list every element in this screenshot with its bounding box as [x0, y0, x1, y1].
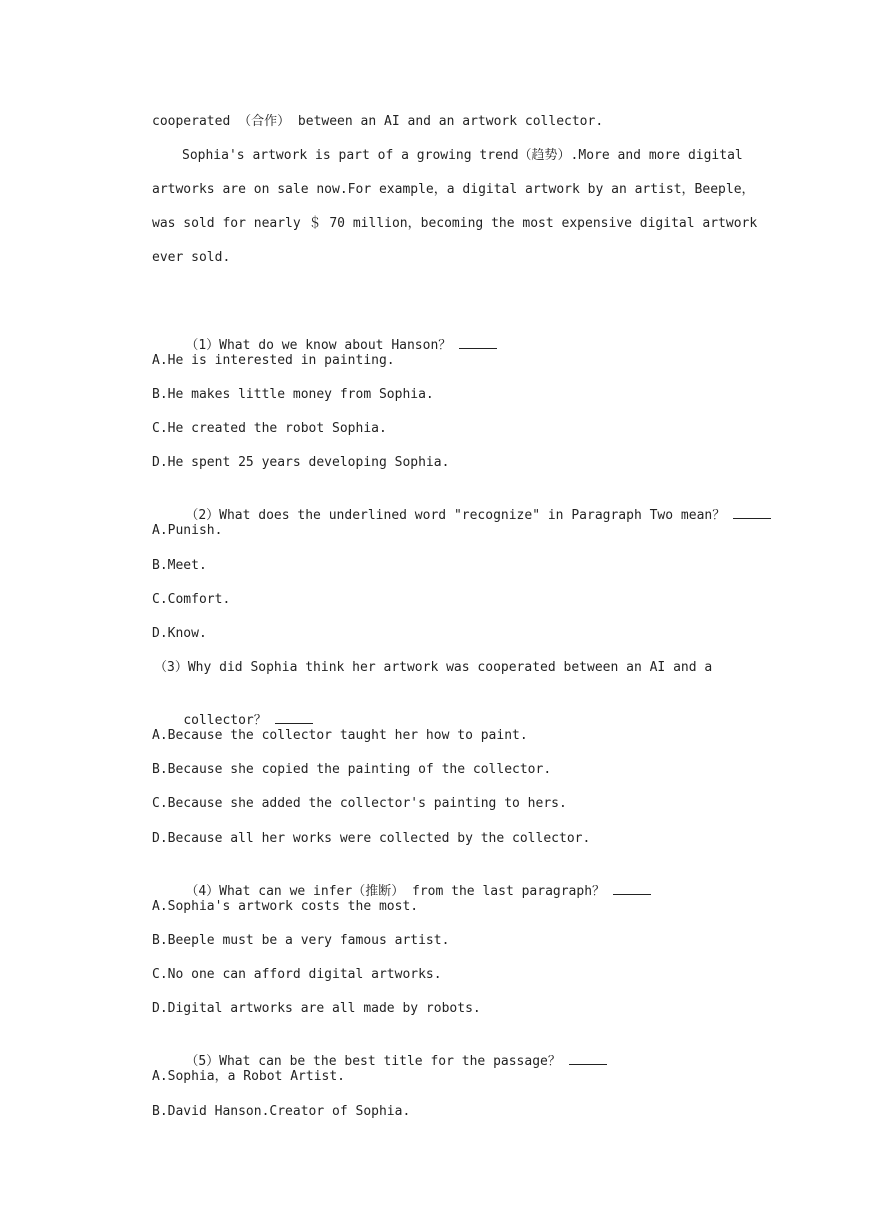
option: C.No one can afford digital artworks.	[152, 967, 442, 982]
option: D.Digital artworks are all made by robots.	[152, 1001, 481, 1016]
option: B.David Hanson.Creator of Sophia.	[152, 1104, 411, 1119]
answer-blank[interactable]	[569, 1052, 607, 1065]
question-text: （2）What does the underlined word "recognize" in Paragraph Two mean？	[185, 508, 726, 523]
question-text: （5）What can be the best title for the passage？	[185, 1054, 561, 1069]
option: A.Sophia，a Robot Artist.	[152, 1069, 346, 1084]
option: D.He spent 25 years developing Sophia.	[152, 455, 450, 470]
passage-line: ever sold.	[152, 250, 231, 265]
option: C.Because she added the collector's painting to hers.	[152, 796, 567, 811]
option: D.Know.	[152, 626, 207, 641]
option: D.Because all her works were collected by the collector.	[152, 831, 591, 846]
option: B.Because she copied the painting of the collector.	[152, 762, 552, 777]
option: A.Because the collector taught her how to paint.	[152, 728, 528, 743]
passage-line: was sold for nearly ＄ 70 million，becoming the most expensive digital artwork	[152, 216, 758, 231]
passage-line: Sophia's artwork is part of a growing trend（趋势）.More and more digital	[182, 148, 743, 163]
option: C.He created the robot Sophia.	[152, 421, 387, 436]
option: A.He is interested in painting.	[152, 353, 395, 368]
question-text: （1）What do we know about Hanson？	[185, 338, 452, 353]
option: B.Meet.	[152, 558, 207, 573]
question-text: collector？	[183, 713, 267, 728]
option: A.Punish.	[152, 523, 223, 538]
question-2-stem	[154, 488, 771, 543]
question-text: （4）What can we infer（推断） from the last paragraph？	[185, 884, 606, 899]
answer-blank[interactable]	[733, 506, 771, 519]
option: B.He makes little money from Sophia.	[152, 387, 434, 402]
option: A.Sophia's artwork costs the most.	[152, 899, 419, 914]
option: C.Comfort.	[152, 592, 231, 607]
passage-line: cooperated （合作） between an AI and an artwork collector.	[152, 114, 604, 129]
answer-blank[interactable]	[459, 336, 497, 349]
question-3-stem: （3）Why did Sophia think her artwork was cooperated between an AI and a	[154, 660, 713, 675]
passage-line: artworks are on sale now.For example，a digital artwork by an artist，Beeple，	[152, 182, 755, 197]
answer-blank[interactable]	[275, 711, 313, 724]
answer-blank[interactable]	[613, 882, 651, 895]
option: B.Beeple must be a very famous artist.	[152, 933, 450, 948]
